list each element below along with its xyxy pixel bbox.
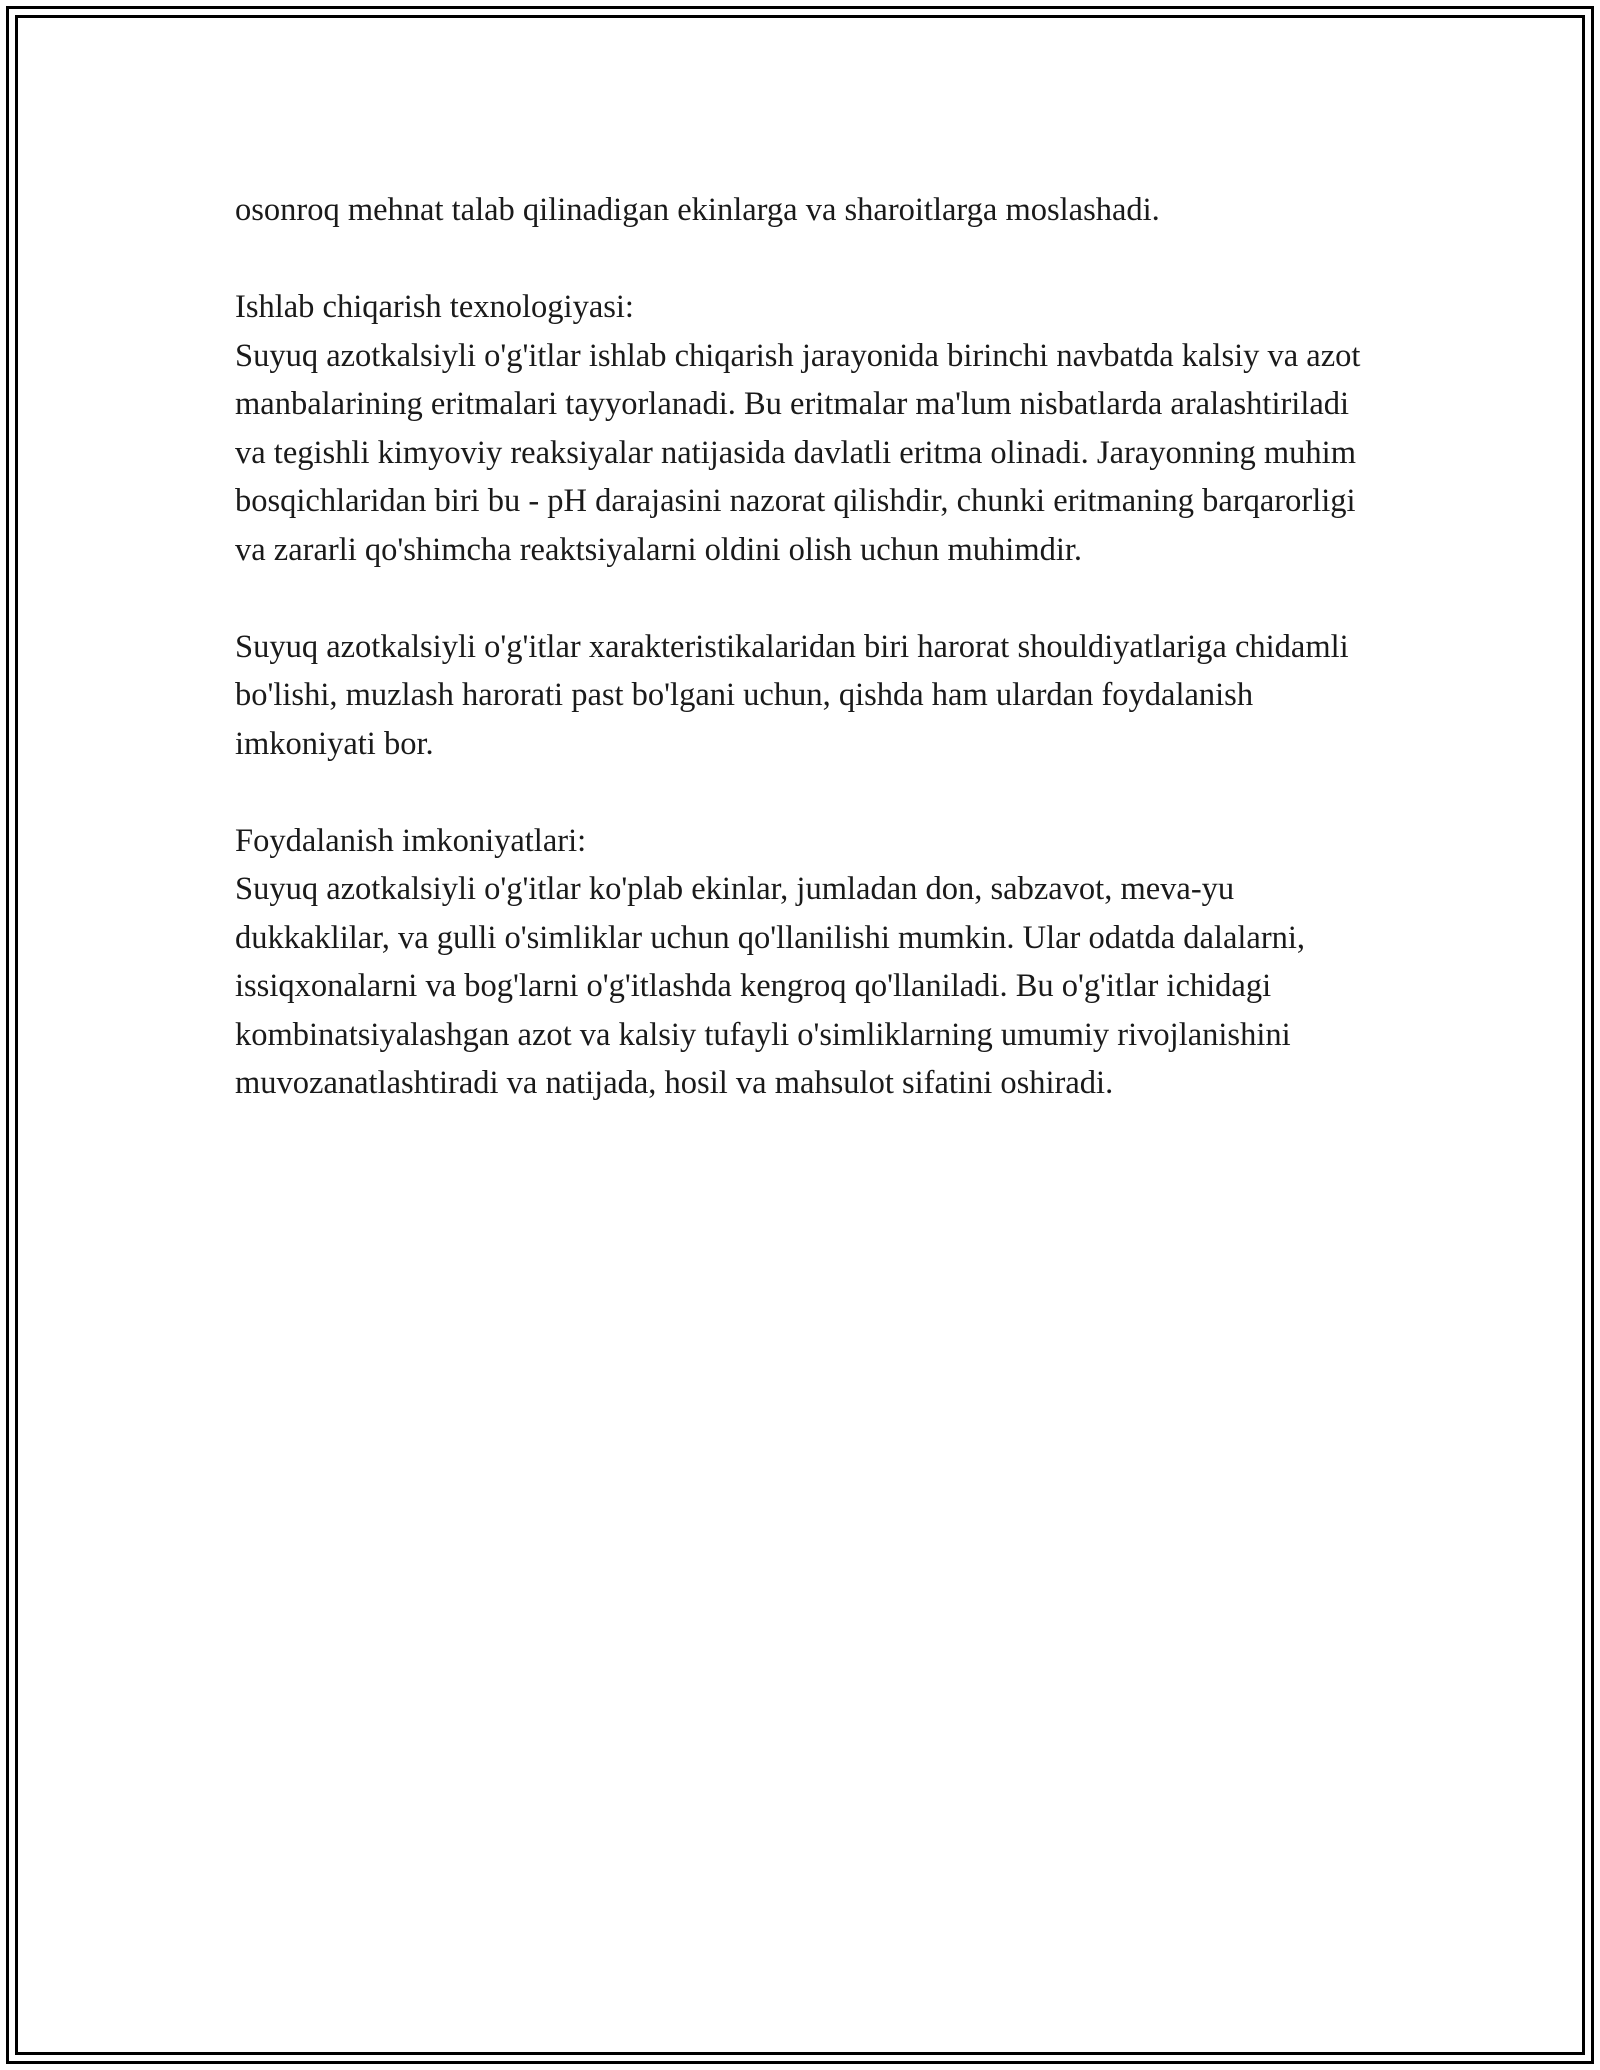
- paragraph-usage-possibilities: Foydalanish imkoniyatlari: Suyuq azotkalsiyli o'g'itlar ko'plab ekinlar, jumladan don, sabzavot, meva-yu dukkaklilar, va gulli o'simliklar uchun qo'llanilishi mumkin. Ular odatda dalalarni, issiqxonalarni va bog'larni o'g'itlashda kengroq qo'llaniladi. Bu o'g'itlar ichidagi kombinatsiyalashgan azot va kalsiy tufayli o'simliklarning umumiy rivojlanishini muvozanatlashtiradi va natijada, hosil va mahsulot sifatini oshiradi.: [235, 822, 1306, 1101]
- paragraph-characteristics: Suyuq azotkalsiyli o'g'itlar xarakteristikalaridan biri harorat shouldiyatlariga chidamli bo'lishi, muzlash harorati past bo'lgani uchun, qishda ham ulardan foydalanish imkoniyati bor.: [235, 628, 1349, 762]
- document-body: [235, 186, 1375, 1108]
- paragraph-intro-continuation: osonroq mehnat talab qilinadigan ekinlarga va sharoitlarga moslashadi.: [235, 192, 1160, 228]
- paragraph-production-technology: Ishlab chiqarish texnologiyasi: Suyuq azotkalsiyli o'g'itlar ishlab chiqarish jarayonida birinchi navbatda kalsiy va azot manbalarining eritmalari tayyorlanadi. Bu eritmalar ma'lum nisbatlarda aralashtiriladi va tegishli kimyoviy reaksiyalar natijasida davlatli eritma olinadi. Jarayonning muhim bosqichlaridan biri bu - pH darajasini nazorat qilishdir, chunki eritmaning barqarorligi va zararli qo'shimcha reaktsiyalarni oldini olish uchun muhimdir.: [235, 289, 1361, 568]
